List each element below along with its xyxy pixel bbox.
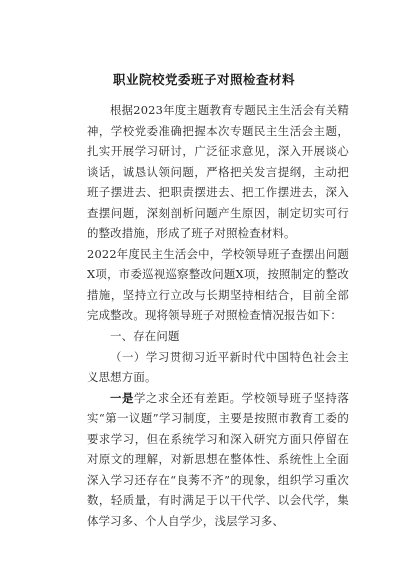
point-one-paragraph bbox=[87, 388, 349, 532]
subsection-heading: （一）学习贯彻习近平新时代中国特色社会主义思想方面。 bbox=[87, 349, 349, 385]
point-one-lead: 一是 bbox=[110, 390, 134, 405]
intro-paragraph: 根据2023年度主题教育专题民主生活会有关精神，学校党委准确把握本次专题民主生活会主题，扎实开展学习研讨，广泛征求意见，深入开展谈心谈话，诚恳认领问题，严格把关发言提纲，主动把班子摆进去、把职责摆进去、把工作摆进去，深入查摆问题，深刻剖析问题产生原因，制定切实可行的整改措施，形成了班子对照检查材料。 bbox=[87, 103, 349, 241]
document-title: 职业院校党委班子对照检查材料 bbox=[112, 72, 295, 87]
point-one-text: 学之求全还有差距。学校领导班子坚持落实“第一议题”学习制度，主要是按照市教育工委的要求学习，但在系统学习和深入研究方面只停留在对原文的理解，对新思想在整体性、系统性上全面深入学习还存在“良莠不齐”的现象，组织学习重次数，轻质量，有时满足于以干代学、以会代学，集体学习多、个人自学少，浅层学习多、 bbox=[87, 390, 349, 528]
section-heading: 一、存在问题 bbox=[110, 329, 180, 344]
second-paragraph: 2022年度民主生活会中，学校领导班子查摆出问题X项，市委巡视巡察整改问题X项，按照制定的整改措施，坚持立行立改与长期坚持相结合，目前全部完成整改。现将领导班子对照检查情况报告如下： bbox=[87, 246, 349, 323]
document-body bbox=[87, 100, 349, 531]
